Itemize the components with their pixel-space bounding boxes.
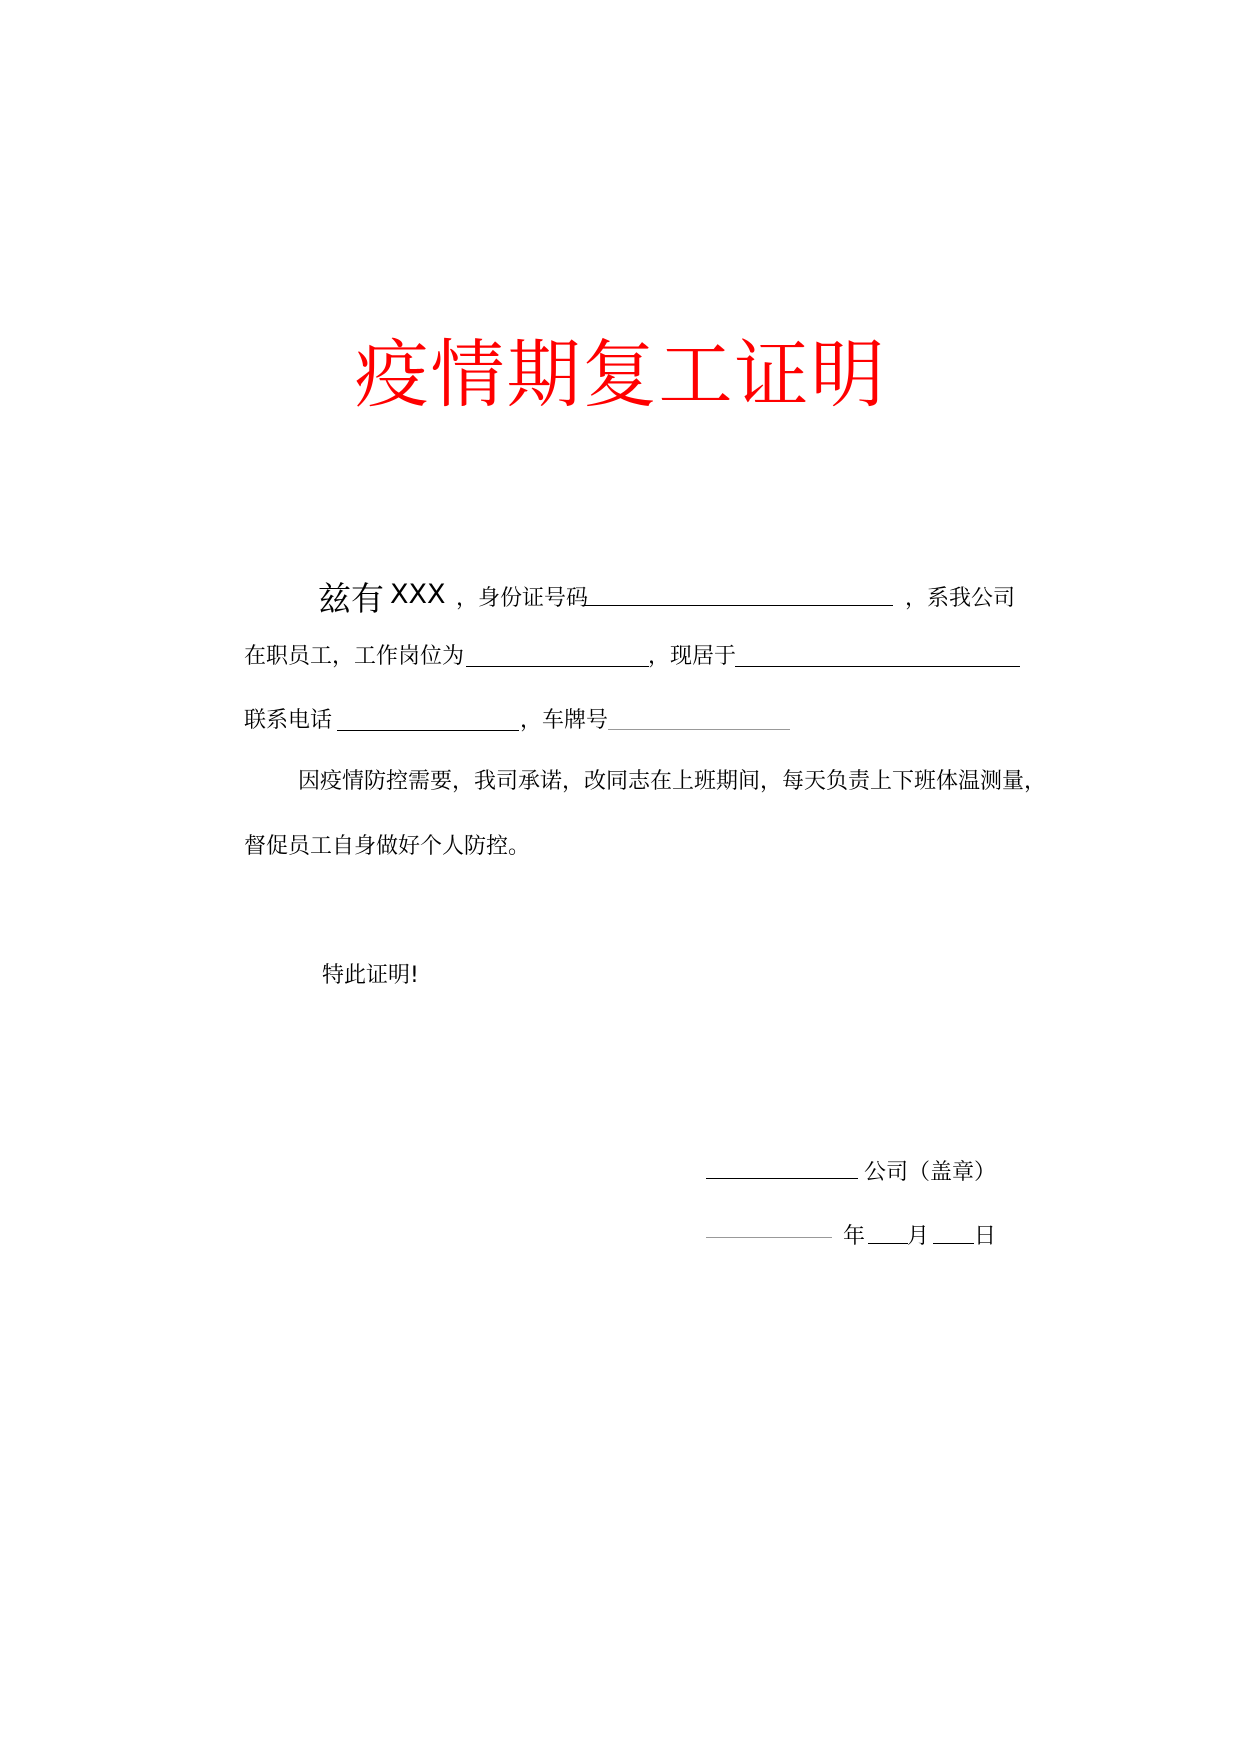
employer-suffix: ，系我公司 (905, 586, 1016, 611)
day-blank[interactable] (933, 1243, 974, 1244)
phone-blank[interactable] (337, 730, 519, 731)
id-number-blank[interactable] (583, 605, 893, 606)
month-blank[interactable] (868, 1243, 908, 1244)
residence-blank[interactable] (735, 666, 1020, 667)
year-label: 年 (843, 1224, 866, 1249)
month-label: 月 (907, 1224, 930, 1249)
job-position-label: 在职员工，工作岗位为 (244, 644, 465, 669)
document-title: 疫情期复工证明 (354, 332, 887, 418)
closing-text: 特此证明! (322, 963, 419, 988)
plate-blank[interactable] (608, 729, 790, 730)
phone-label: 联系电话 (244, 708, 333, 733)
commitment-line-1: 因疫情防控需要，我司承诺，改同志在上班期间，每天负责上下班体温测量， (298, 769, 1047, 794)
residence-label: ，现居于 (648, 644, 737, 669)
job-position-blank[interactable] (466, 666, 649, 667)
prefix-text: 兹有 (318, 579, 384, 618)
date-blank[interactable] (706, 1237, 832, 1238)
commitment-line-2: 督促员工自身做好个人防控。 (244, 834, 531, 859)
company-name-blank[interactable] (706, 1178, 858, 1179)
day-label: 日 (974, 1224, 997, 1249)
name-placeholder: XXX (390, 579, 446, 610)
id-number-label: ，身份证号码 (456, 586, 589, 611)
plate-label: ，车牌号 (520, 708, 609, 733)
company-seal-label: 公司（盖章） (864, 1160, 997, 1185)
